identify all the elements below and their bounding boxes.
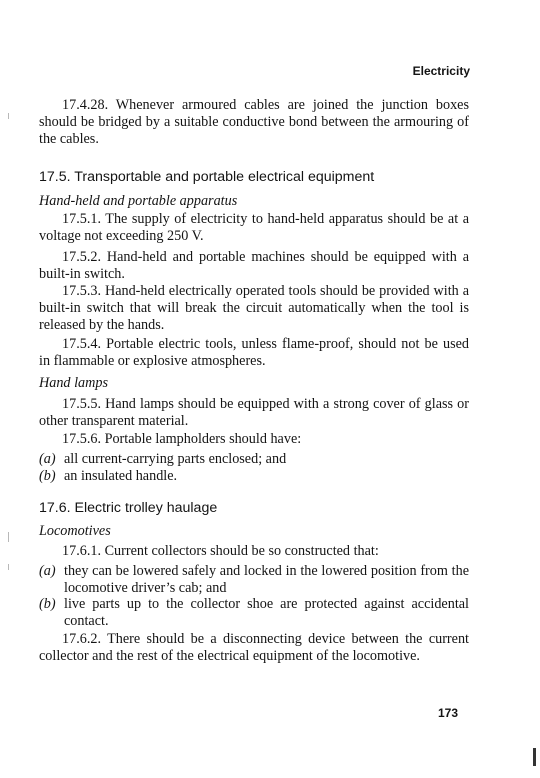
list-item-a [39, 563, 469, 597]
list-item-text: live parts up to the collector shoe are protected against accidental contact. [64, 596, 469, 629]
list-item-text: all current-carrying parts enclosed; and [64, 451, 287, 467]
paragraph-text: 17.5.1. The supply of electricity to hand-held apparatus should be at a voltage not exceeding 250 V. [39, 211, 469, 244]
subheading-hand-lamps: Hand lamps [39, 375, 108, 391]
paragraph-text: 17.5.2. Hand-held and portable machines should be equipped with a built-in switch. [39, 249, 469, 282]
margin-speck [8, 564, 9, 570]
paragraph-text: 17.5.4. Portable electric tools, unless flame-proof, should not be used in flammable or explosive atmospheres. [39, 336, 469, 369]
subheading-hand-held-apparatus: Hand-held and portable apparatus [39, 193, 238, 209]
paragraph-text: 17.6.2. There should be a disconnecting device between the current collector and the rest of the electrical equipment of the locomotive. [39, 631, 469, 664]
paragraph-17-6-1 [39, 543, 469, 560]
list-marker: (b) [39, 596, 56, 612]
list-item-text: an insulated handle. [64, 468, 178, 484]
paragraph-17-5-4 [39, 336, 469, 370]
paragraph-17-4-28 [39, 97, 469, 147]
paragraph-text: 17.4.28. Whenever armoured cables are joined the junction boxes should be bridged by a suitable conductive bond between the armouring of the cables. [39, 97, 469, 147]
paragraph-17-5-3 [39, 283, 469, 333]
list-marker: (a) [39, 563, 56, 579]
margin-speck [8, 113, 9, 119]
scan-edge-mark [533, 748, 536, 766]
list-item-b [39, 596, 469, 630]
list-item-text: they can be lowered safely and locked in the lowered position from the locomotive driver’s cab; and [64, 563, 469, 596]
paragraph-17-5-6 [39, 431, 469, 448]
list-marker: (a) [39, 451, 56, 467]
paragraph-text: 17.6.1. Current collectors should be so constructed that: [62, 543, 379, 559]
paragraph-17-5-2 [39, 249, 469, 283]
subheading-locomotives: Locomotives [39, 523, 111, 539]
list-item-b [39, 468, 469, 485]
paragraph-text: 17.5.6. Portable lampholders should have: [62, 431, 302, 447]
running-head: Electricity [412, 64, 470, 78]
paragraph-17-5-1 [39, 211, 469, 245]
list-marker: (b) [39, 468, 56, 484]
paragraph-text: 17.5.5. Hand lamps should be equipped with a strong cover of glass or other transparent material. [39, 396, 469, 429]
paragraph-17-6-2 [39, 631, 469, 665]
section-heading-17-6: 17.6. Electric trolley haulage [39, 500, 218, 516]
list-item-a [39, 451, 469, 468]
paragraph-text: 17.5.3. Hand-held electrically operated tools should be provided with a built-in switch that will break the circuit automatically when the tool is released by the hands. [39, 283, 469, 333]
page-number: 173 [437, 706, 458, 720]
paragraph-17-5-5 [39, 396, 469, 430]
margin-speck [8, 532, 9, 542]
section-heading-17-5: 17.5. Transportable and portable electrical equipment [39, 169, 375, 185]
